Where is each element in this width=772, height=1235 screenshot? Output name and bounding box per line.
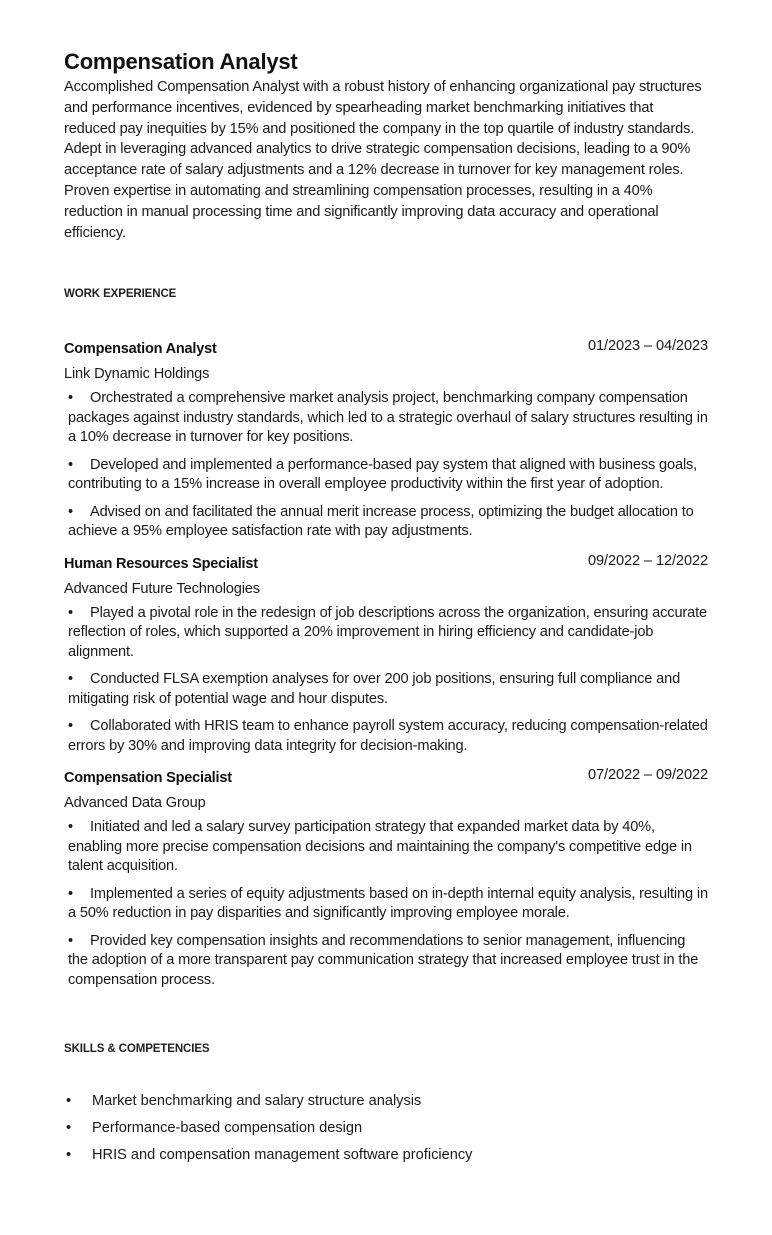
job-bullets — [64, 604, 708, 757]
job-bullet — [68, 389, 708, 448]
bullet-text: Orchestrated a comprehensive market analysis project, benchmarking company compensation packages against industry standards, which led to a strategic overhaul of salary structures resulting in a 10% decrease in turnover for key positions. — [68, 390, 708, 446]
skill-text: HRIS and compensation management software proficiency — [92, 1147, 473, 1164]
job-header — [64, 338, 708, 363]
bullet-text: Provided key compensation insights and recommendations to senior management, influencing the adoption of a more transparent pay communication strategy that increased employee trust in the compensation process. — [68, 932, 699, 988]
resume-title: Compensation Analyst — [64, 49, 298, 74]
skill-text: Performance-based compensation design — [92, 1120, 363, 1137]
company-name: Link Dynamic Holdings — [64, 366, 210, 383]
job-bullet — [68, 670, 708, 709]
bullet-icon: • — [66, 1147, 72, 1164]
job-header — [64, 767, 708, 792]
skill-item — [64, 1115, 708, 1142]
job-dates: 07/2022 – 09/2022 — [587, 767, 708, 784]
skills-heading: SKILLS & COMPETENCIES — [64, 1043, 210, 1056]
job-bullet — [68, 818, 708, 877]
bullet-text: Played a pivotal role in the redesign of job descriptions across the organization, ensuring accurate reflection of roles, which supported a 20% improvement in hiring efficiency and candidate-job alignment. — [68, 604, 707, 660]
job-bullet — [68, 503, 708, 542]
job-entry — [64, 767, 708, 990]
job-title: Compensation Analyst — [64, 341, 217, 358]
work-experience-heading: WORK EXPERIENCE — [64, 288, 177, 301]
job-title: Compensation Specialist — [64, 770, 232, 787]
job-entry — [64, 338, 708, 542]
company-name: Advanced Future Technologies — [64, 580, 260, 597]
bullet-icon: • — [68, 390, 73, 407]
job-title: Human Resources Specialist — [64, 555, 258, 572]
job-bullets — [64, 818, 708, 990]
bullet-text: Conducted FLSA exemption analyses for over 200 job positions, ensuring full compliance and mitigating risk of potential wage and hour disputes. — [68, 671, 681, 707]
company-name: Advanced Data Group — [64, 795, 206, 812]
job-bullet — [68, 932, 708, 991]
skill-item — [64, 1142, 708, 1169]
skill-item — [64, 1088, 708, 1115]
bullet-icon: • — [68, 503, 73, 520]
work-experience-list — [64, 338, 708, 990]
bullet-icon: • — [66, 1120, 72, 1137]
bullet-text: Developed and implemented a performance-based pay system that aligned with business goals, contributing to a 15% increase in overall employee productivity within the first year of adoption. — [68, 456, 698, 493]
professional-summary: Accomplished Compensation Analyst with a robust history of enhancing organizational pay structures and performance incentives, evidenced by spearheading market benchmarking initiatives that reduced pay inequities by 15% and positioned the company in the top quartile of industry standards. Adept in leveraging advanced analytics to drive strategic compensation decisions, leading to a 90% acceptance rate of salary adjustments and a 12% decrease in turnover for key management roles. Proven expertise in automating and streamlining compensation processes, resulting in a 40% reduction in manual processing time and significantly improving data accuracy and operational efficiency. — [64, 79, 702, 241]
bullet-text: Advised on and facilitated the annual merit increase process, optimizing the budget allocation to achieve a 95% employee satisfaction rate with pay adjustments. — [68, 503, 694, 540]
job-bullet — [68, 885, 708, 924]
bullet-icon: • — [68, 718, 73, 735]
job-bullet — [68, 717, 708, 756]
bullet-icon: • — [68, 671, 73, 688]
bullet-icon: • — [68, 885, 73, 902]
job-bullet — [68, 456, 708, 495]
bullet-icon: • — [66, 1093, 72, 1110]
bullet-icon: • — [68, 932, 73, 949]
skill-text: Market benchmarking and salary structure analysis — [92, 1093, 422, 1110]
job-bullet — [68, 604, 708, 663]
job-dates: 01/2023 – 04/2023 — [587, 338, 708, 355]
bullet-icon: • — [68, 819, 73, 836]
bullet-icon: • — [68, 456, 73, 473]
job-header — [64, 552, 708, 578]
bullet-text: Initiated and led a salary survey participation strategy that expanded market data by 40%, enabling more precise compensation decisions and maintaining the company's competitive edge in talent acquisition. — [68, 819, 692, 875]
job-entry — [64, 552, 708, 757]
skills-list — [64, 1088, 708, 1169]
bullet-text: Implemented a series of equity adjustments based on in-depth internal equity analysis, resulting in a 50% reduction in pay disparities and significantly improving employee morale. — [68, 885, 708, 922]
bullet-text: Collaborated with HRIS team to enhance payroll system accuracy, reducing compensation-related errors by 30% and improving data integrity for decision-making. — [68, 718, 708, 754]
job-dates: 09/2022 – 12/2022 — [587, 552, 708, 569]
bullet-icon: • — [68, 604, 73, 621]
job-bullets — [64, 389, 708, 542]
